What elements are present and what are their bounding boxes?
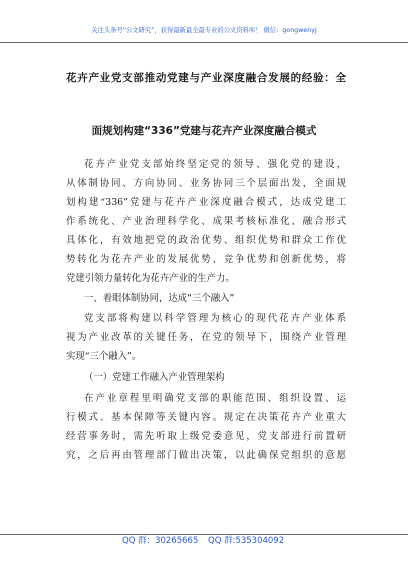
footer-divider	[0, 534, 408, 535]
paragraph-line: 作系统化、产业治理科学化、成果考核标准化、融合形式	[66, 216, 346, 227]
paragraph-line: 势转化为花卉产业的发展优势、竞争优势和创新优势，将	[66, 254, 346, 265]
paragraph-line: 究，之后再由管理部门做出决策，以此确保党组织的意愿	[66, 450, 346, 461]
subsection-heading: （一）党建工作融入产业管理架构	[84, 372, 225, 383]
paragraph-line: 经营事务时，需先听取上级党委意见，党支部进行前置研	[66, 431, 346, 442]
paragraph-line: 党支部将构建以科学管理为核心的现代花卉产业体系	[84, 313, 346, 324]
page-header	[0, 0, 408, 43]
paragraph-line: 从体制协同、方向协同、业务协同三个层面出发，全面规	[66, 178, 346, 189]
paragraph-line: 视为产业改革的关键任务，在党的领导下，围绕产业管理	[66, 332, 346, 343]
paragraph-line: 花卉产业党支部始终坚定党的领导、强化党的建设，	[84, 159, 346, 170]
header-promo-note: 关注头条号“公文研究”，获得最新最全最专业的公文资料库！ 微信：gongwenyj	[91, 27, 317, 34]
paragraph-line: 实现“三个融入”。	[66, 351, 142, 362]
document-title-line-2: 面规划构建“336”党建与花卉产业深度融合模式	[91, 125, 317, 137]
document-title-line-1: 花卉产业党支部推动党建与产业深度融合发展的经验：全	[66, 72, 346, 84]
paragraph-line: 划构建“336”党建与花卉产业深度融合模式，达成党建工	[66, 197, 346, 208]
paragraph-line: 党建引领力量转化为花卉产业的生产力。	[66, 273, 235, 284]
paragraph-line: 具体化，有效地把党的政治优势、组织优势和群众工作优	[66, 235, 346, 246]
paragraph-line: 行模式、基本保障等关键内容。规定在决策花卉产业重大	[66, 412, 346, 423]
footer-qq-group-2: QQ 群:535304092	[208, 536, 285, 546]
footer-qq-group-1: QQ 群：30265665	[122, 536, 199, 546]
paragraph-line: 在产业章程里明确党支部的职能范围、组织设置、运	[84, 393, 346, 404]
section-heading: 一、着眼体制协同，达成“三个融入”	[84, 293, 235, 304]
